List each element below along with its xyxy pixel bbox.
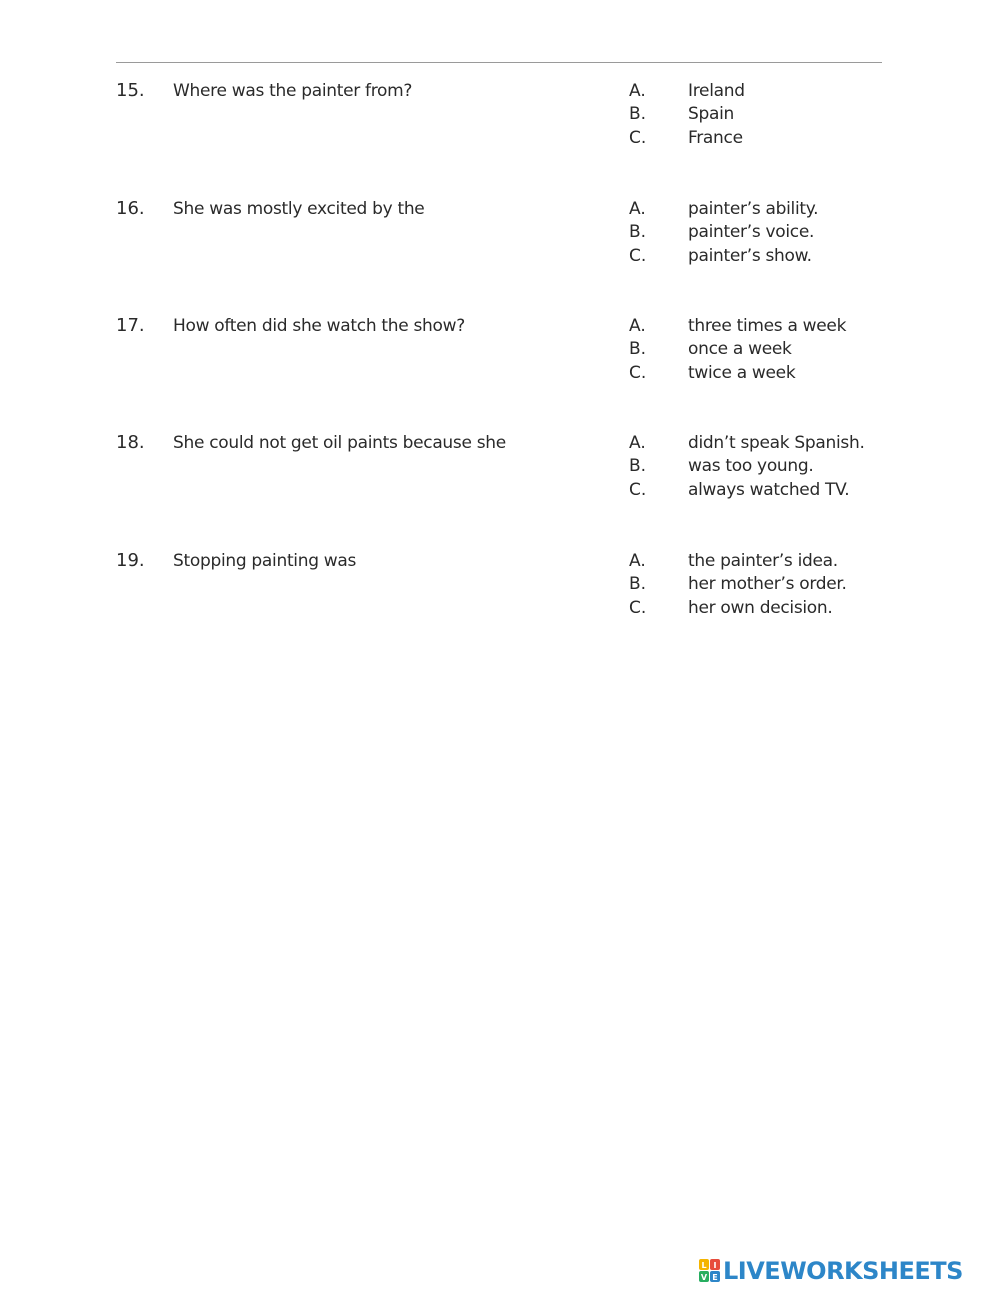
live-blocks-icon bbox=[697, 1258, 723, 1284]
option-c[interactable] bbox=[0, 361, 1000, 385]
option-letter: A. bbox=[629, 199, 646, 219]
option-a[interactable] bbox=[0, 79, 1000, 103]
option-text: the painter’s idea. bbox=[688, 551, 838, 571]
question-number: 18. bbox=[116, 432, 145, 453]
option-letter: A. bbox=[629, 316, 646, 336]
question-17 bbox=[0, 314, 1000, 394]
question-number: 15. bbox=[116, 80, 145, 101]
option-letter: B. bbox=[629, 456, 647, 476]
question-text: How often did she watch the show? bbox=[173, 316, 465, 336]
brand-name: LIVEWORKSHEETS bbox=[723, 1257, 963, 1285]
question-18 bbox=[0, 431, 1000, 511]
option-letter: B. bbox=[629, 574, 647, 594]
option-letter: A. bbox=[629, 433, 646, 453]
option-b[interactable] bbox=[0, 102, 1000, 126]
option-text: her mother’s order. bbox=[688, 574, 847, 594]
option-text: painter’s ability. bbox=[688, 199, 819, 219]
option-b[interactable] bbox=[0, 454, 1000, 478]
option-text: three times a week bbox=[688, 316, 847, 336]
question-number: 16. bbox=[116, 198, 145, 219]
svg-text:E: E bbox=[712, 1273, 718, 1282]
option-letter: C. bbox=[629, 598, 647, 618]
question-number: 17. bbox=[116, 315, 145, 336]
option-letter: C. bbox=[629, 480, 647, 500]
option-b[interactable] bbox=[0, 337, 1000, 361]
option-a[interactable] bbox=[0, 314, 1000, 338]
option-letter: A. bbox=[629, 81, 646, 101]
option-c[interactable] bbox=[0, 244, 1000, 268]
question-text: She could not get oil paints because she bbox=[173, 433, 506, 453]
question-16 bbox=[0, 197, 1000, 277]
svg-text:I: I bbox=[713, 1261, 717, 1270]
option-a[interactable] bbox=[0, 431, 1000, 455]
option-text: Ireland bbox=[688, 81, 745, 101]
option-a[interactable] bbox=[0, 549, 1000, 573]
liveworksheets-logo[interactable] bbox=[697, 1256, 997, 1286]
option-letter: B. bbox=[629, 222, 647, 242]
question-15 bbox=[0, 79, 1000, 159]
option-c[interactable] bbox=[0, 596, 1000, 620]
option-letter: B. bbox=[629, 104, 647, 124]
option-letter: B. bbox=[629, 339, 647, 359]
option-text: painter’s voice. bbox=[688, 222, 815, 242]
option-letter: C. bbox=[629, 363, 647, 383]
option-text: was too young. bbox=[688, 456, 814, 476]
question-number: 19. bbox=[116, 550, 145, 571]
question-text: Where was the painter from? bbox=[173, 81, 413, 101]
option-c[interactable] bbox=[0, 478, 1000, 502]
option-a[interactable] bbox=[0, 197, 1000, 221]
option-text: France bbox=[688, 128, 743, 148]
option-text: her own decision. bbox=[688, 598, 833, 618]
option-b[interactable] bbox=[0, 572, 1000, 596]
svg-text:L: L bbox=[701, 1261, 707, 1270]
question-text: Stopping painting was bbox=[173, 551, 357, 571]
option-b[interactable] bbox=[0, 220, 1000, 244]
top-divider bbox=[116, 62, 882, 63]
option-text: didn’t speak Spanish. bbox=[688, 433, 865, 453]
question-19 bbox=[0, 549, 1000, 629]
option-text: Spain bbox=[688, 104, 734, 124]
question-text: She was mostly excited by the bbox=[173, 199, 425, 219]
svg-text:V: V bbox=[700, 1273, 708, 1282]
option-text: always watched TV. bbox=[688, 480, 850, 500]
option-text: painter’s show. bbox=[688, 246, 812, 266]
option-c[interactable] bbox=[0, 126, 1000, 150]
option-text: twice a week bbox=[688, 363, 796, 383]
option-letter: A. bbox=[629, 551, 646, 571]
option-text: once a week bbox=[688, 339, 792, 359]
option-letter: C. bbox=[629, 128, 647, 148]
option-letter: C. bbox=[629, 246, 647, 266]
